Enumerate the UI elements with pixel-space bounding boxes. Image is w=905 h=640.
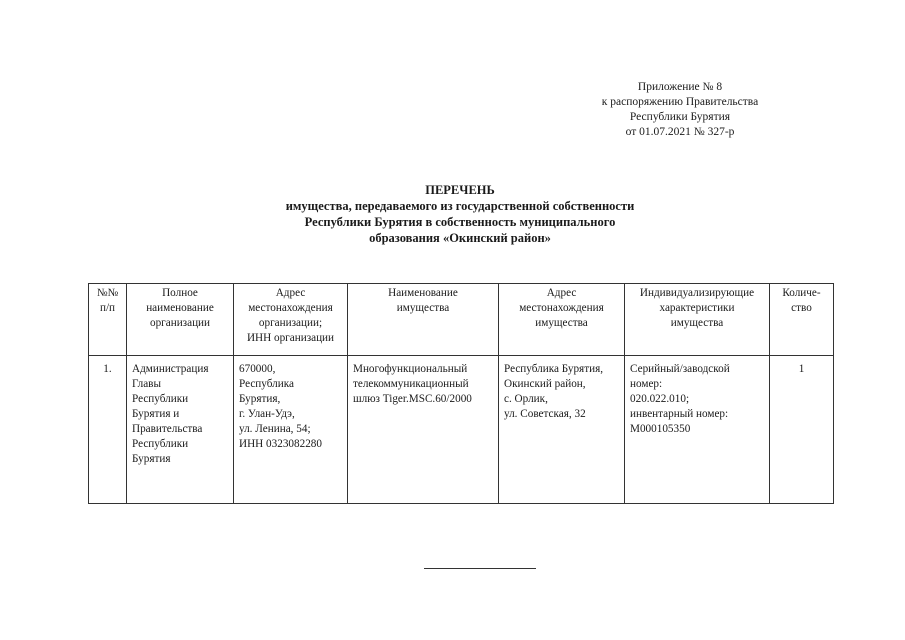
header-text: имущества (670, 317, 724, 329)
header-text: организации; (258, 317, 323, 329)
header-text: имущества (535, 317, 588, 329)
cell-text: 1 (798, 363, 805, 375)
cell-text: Республика (239, 378, 294, 390)
cell-text: Серийный/заводской (630, 363, 730, 375)
cell-text: Окинский район, (504, 378, 586, 390)
footer-divider (424, 568, 536, 569)
header-text: наименование (146, 302, 214, 314)
header-text: п/п (99, 302, 116, 314)
table-row (89, 356, 834, 504)
header-property-name (348, 284, 499, 356)
cell-text: Правительства (132, 423, 203, 435)
property-table (88, 283, 834, 504)
header-text: ство (791, 302, 812, 314)
header-text: ИНН организации (246, 332, 335, 344)
cell-text: Главы (132, 378, 161, 390)
header-text: №№ (96, 287, 119, 299)
header-org-address (234, 284, 348, 356)
cell-number (89, 356, 127, 504)
title-line: Республики Бурятия в собственность муниципального (304, 215, 616, 229)
cell-text: М000105350 (630, 423, 691, 435)
cell-text: инвентарный номер: (630, 408, 729, 420)
cell-text: г. Улан-Удэ, (239, 408, 295, 420)
header-text: Количе- (782, 287, 821, 299)
header-text: местонахождения (519, 302, 604, 314)
header-text: характеристики (659, 302, 735, 314)
cell-text: телекоммуникационный (353, 378, 469, 390)
header-text: организации (149, 317, 211, 329)
cell-text: Администрация (132, 363, 209, 375)
header-quantity (770, 284, 834, 356)
cell-text: 020.022.010; (630, 393, 690, 405)
cell-text: 1. (103, 363, 112, 375)
header-characteristics (625, 284, 770, 356)
cell-text: 670000, (239, 363, 276, 375)
cell-text: Бурятия, (239, 393, 281, 405)
header-text: Наименование (388, 287, 458, 299)
cell-text: номер: (630, 378, 663, 390)
appendix-line: к распоряжению Правительства (601, 96, 759, 108)
cell-property-address (499, 356, 625, 504)
cell-quantity (770, 356, 834, 504)
cell-org-address (234, 356, 348, 504)
appendix-line: Республики Бурятия (629, 111, 731, 123)
cell-text: Многофункциональный (353, 363, 468, 375)
header-text: Индивидуализирующие (639, 287, 755, 299)
title-line: имущества, передаваемого из государственной собственности (285, 199, 635, 213)
header-text: имущества (396, 302, 450, 314)
document-title (200, 182, 720, 246)
cell-text: с. Орлик, (504, 393, 548, 405)
cell-text: Республики (132, 438, 189, 450)
cell-text: Республики (132, 393, 189, 405)
cell-text: ул. Советская, 32 (504, 408, 586, 420)
header-text: местонахождения (248, 302, 333, 314)
header-property-address (499, 284, 625, 356)
title-heading: ПЕРЕЧЕНЬ (425, 183, 495, 197)
cell-property-name (348, 356, 499, 504)
header-org-name (127, 284, 234, 356)
cell-text: Бурятия (132, 453, 171, 465)
cell-text: Бурятия и (132, 408, 180, 420)
header-text: Адрес (275, 287, 306, 299)
header-text: Полное (162, 287, 198, 299)
cell-text: ИНН 0323082280 (239, 438, 322, 450)
table-header-row (89, 284, 834, 356)
cell-text: ул. Ленина, 54; (239, 423, 311, 435)
header-number (89, 284, 127, 356)
cell-text: шлюз Tiger.MSC.60/2000 (353, 393, 472, 405)
appendix-note (560, 80, 800, 140)
cell-org-name (127, 356, 234, 504)
title-line: образования «Окинский район» (369, 231, 551, 245)
table-body (89, 356, 834, 504)
header-text: Адрес (546, 287, 577, 299)
cell-text: Республика Бурятия, (504, 363, 604, 375)
appendix-line: от 01.07.2021 № 327-р (625, 126, 735, 138)
appendix-line: Приложение № 8 (637, 81, 723, 93)
cell-characteristics (625, 356, 770, 504)
